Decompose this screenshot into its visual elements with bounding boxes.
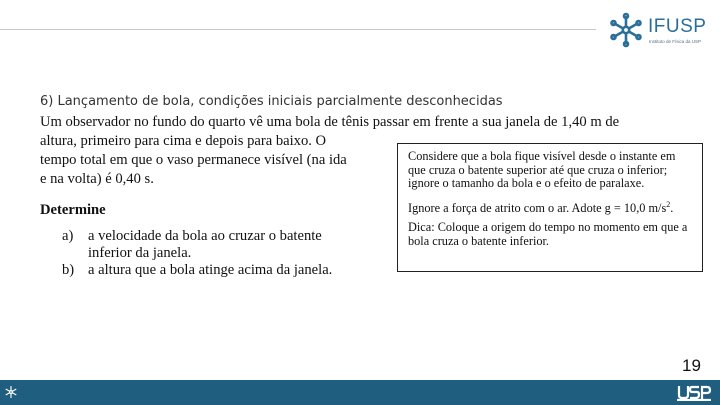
problem-line: altura, primeiro para cima e depois para baixo. O xyxy=(40,133,327,149)
question-text: a altura que a bola atinge acima da janela. xyxy=(88,262,333,278)
usp-logo-icon xyxy=(676,384,712,401)
determine-heading: Determine xyxy=(40,202,106,218)
problem-line: e na volta) é 0,40 s. xyxy=(40,171,154,187)
question-item xyxy=(62,262,368,279)
question-letter: b) xyxy=(62,262,75,278)
header-divider xyxy=(0,29,596,30)
question-item xyxy=(62,228,368,262)
problem-line: tempo total em que o vaso permanece visível (na ida xyxy=(40,152,347,168)
hint-gravity-text: Ignore a força de atrito com o ar. Adote g = 10,0 m/s xyxy=(408,200,667,215)
hint-assumption: Considere que a bola fique visível desde o instante em que cruza o batente superior até que cruza o inferior; ignore o tamanho da bola e o efeito de paralaxe. xyxy=(408,149,676,191)
problem-line: Um observador no fundo do quarto vê uma bola de tênis passar em frente a sua janela de 1,40 m de xyxy=(40,114,620,130)
slide-title: 6) Lançamento de bola, condições iniciais parcialmente desconhecidas xyxy=(40,94,503,109)
ifusp-small-logo-icon xyxy=(4,385,18,399)
footer-bar xyxy=(0,380,720,405)
ifusp-logo xyxy=(608,12,708,52)
hint-tip: Dica: Coloque a origem do tempo no momento em que a bola cruza o batente inferior. xyxy=(408,220,688,249)
question-list xyxy=(62,228,368,279)
question-letter: a) xyxy=(62,228,74,244)
question-text: a velocidade da bola ao cruzar o batente inferior da janela. xyxy=(88,228,322,261)
hint-gravity-end: . xyxy=(670,200,674,215)
hint-gravity xyxy=(408,198,696,216)
exponent: 2 xyxy=(666,199,671,209)
logo-text: IFUSP xyxy=(648,16,707,37)
hint-box xyxy=(397,143,703,272)
page-number: 19 xyxy=(682,356,701,375)
ifusp-logo-icon xyxy=(608,12,644,48)
logo-subtext: Instituto de Física da USP xyxy=(649,39,702,44)
